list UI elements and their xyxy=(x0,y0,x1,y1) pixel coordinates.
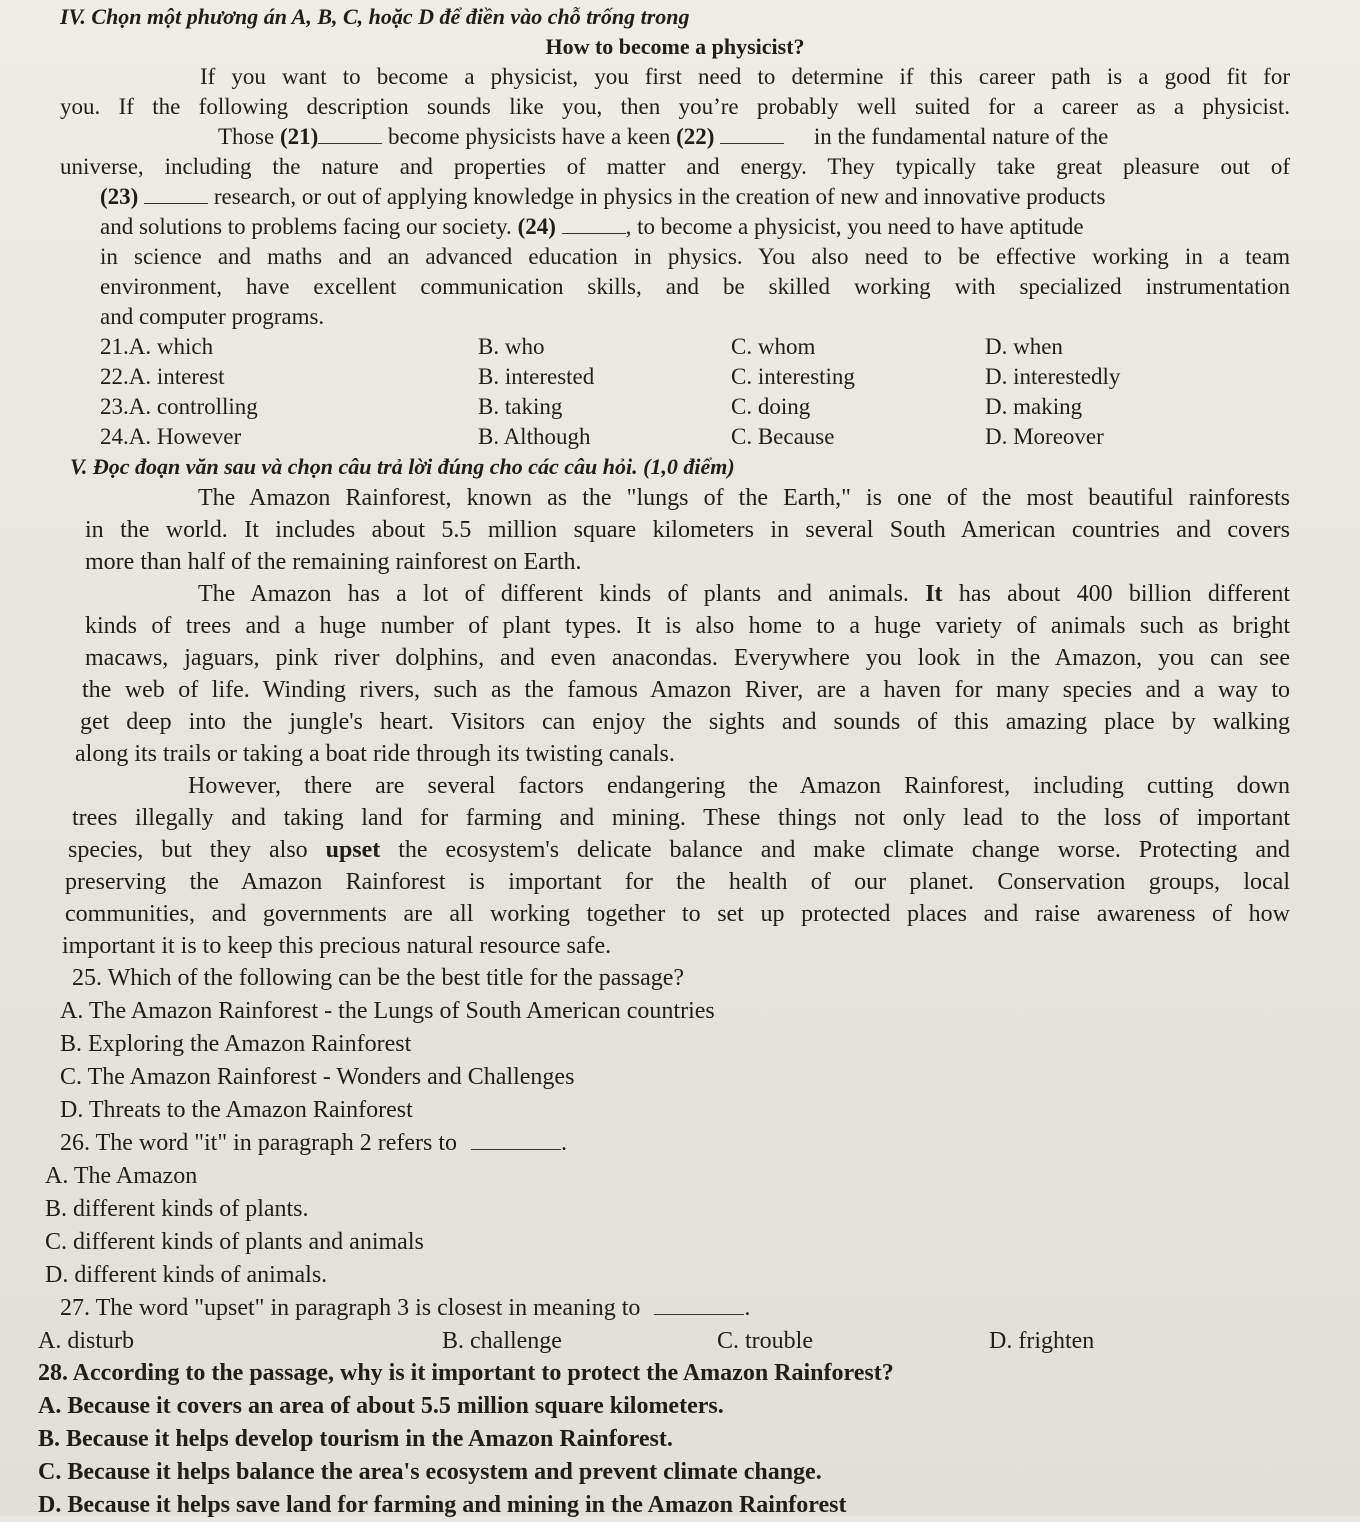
text: and solutions to problems facing our society. xyxy=(100,214,512,239)
text: The Amazon has a lot of different kinds of plants and animals. xyxy=(198,581,909,607)
option[interactable]: B. taking xyxy=(478,394,563,419)
question-25 xyxy=(60,962,1290,995)
reading-line: communities, and governments are all working together to set up protected places and raise awareness of how xyxy=(65,901,1290,927)
passage-line: you. If the following description sounds like you, then you’re probably well suited for a career as a physicist. xyxy=(60,94,1290,119)
passage-title: How to become a physicist? xyxy=(545,34,805,59)
question-28: 28. According to the passage, why is it important to protect the Amazon Rainforest? xyxy=(38,1360,894,1386)
answer-27d[interactable]: D. frighten xyxy=(989,1328,1095,1354)
reading-line: kinds of trees and a huge number of plant types. It is also home to a huge variety of animals such as bright xyxy=(85,613,1290,639)
option[interactable]: C. Because xyxy=(731,424,835,449)
option[interactable]: 23.A. controlling xyxy=(100,394,258,419)
text: Those xyxy=(218,124,275,149)
option[interactable]: 24.A. However xyxy=(100,424,242,449)
options-23 xyxy=(60,392,1290,422)
answer-25b[interactable]: B. Exploring the Amazon Rainforest xyxy=(60,1031,412,1057)
text: become physicists have a keen xyxy=(388,124,671,149)
question-27: 27. The word "upset" in paragraph 3 is closest in meaning to . xyxy=(60,1295,751,1321)
text: , to become a physicist, you need to have aptitude xyxy=(625,214,1084,239)
word-upset: upset xyxy=(325,837,381,863)
passage-line: universe, including the nature and properties of matter and energy. They typically take great pleasure out of xyxy=(60,154,1290,179)
answer-25a[interactable]: A. The Amazon Rainforest - the Lungs of South American countries xyxy=(60,998,715,1024)
reading-line: preserving the Amazon Rainforest is important for the health of our planet. Conservation groups, local xyxy=(65,869,1290,895)
option[interactable]: C. interesting xyxy=(731,364,855,389)
options-24 xyxy=(60,422,1290,452)
gap-number-23: (23) xyxy=(100,184,139,209)
question-text: 26. The word "it" in paragraph 2 refers to xyxy=(60,1130,458,1156)
option[interactable]: D. when xyxy=(985,334,1063,359)
question-text: 25. Which of the following can be the best title for the passage? xyxy=(72,965,685,991)
passage-line: If you want to become a physicist, you first need to determine if this career path is a good fit for xyxy=(200,64,1290,89)
text: species, but they also xyxy=(68,837,308,863)
option[interactable]: D. interestedly xyxy=(985,364,1121,389)
option[interactable]: C. whom xyxy=(731,334,816,359)
passage-line xyxy=(60,122,1290,152)
answer-27a[interactable]: A. disturb xyxy=(38,1328,134,1354)
text: in the fundamental nature of the xyxy=(813,124,1109,149)
section-5-instruction: V. Đọc đoạn văn sau và chọn câu trả lời đúng cho các câu hỏi. (1,0 điểm) xyxy=(70,454,735,479)
text: has about 400 billion different xyxy=(958,581,1291,607)
option[interactable]: 21.A. which xyxy=(100,334,214,359)
reading-line: the web of life. Winding rivers, such as the famous Amazon River, are a haven for many species and a way to xyxy=(82,677,1290,703)
answer-25c[interactable]: C. The Amazon Rainforest - Wonders and Challenges xyxy=(60,1064,575,1090)
answer-28c[interactable]: C. Because it helps balance the area's ecosystem and prevent climate change. xyxy=(38,1459,822,1485)
gap-21[interactable] xyxy=(318,125,382,144)
reading-line: more than half of the remaining rainforest on Earth. xyxy=(85,549,582,575)
reading-line: trees illegally and taking land for farming and mining. These things not only lead to the loss of important xyxy=(72,805,1290,831)
reading-line xyxy=(60,578,1290,610)
options-22 xyxy=(60,362,1290,392)
option[interactable]: B. Although xyxy=(478,424,591,449)
text: research, or out of applying knowledge in physics in the creation of new and innovative products xyxy=(213,184,1106,209)
answer-25d[interactable]: D. Threats to the Amazon Rainforest xyxy=(60,1097,413,1123)
gap-number-22: (22) xyxy=(676,124,715,149)
passage-line xyxy=(60,212,1290,242)
reading-line: However, there are several factors endangering the Amazon Rainforest, including cutting down xyxy=(188,773,1290,799)
section-4-instruction: IV. Chọn một phương án A, B, C, hoặc D để điền vào chỗ trống trong xyxy=(60,4,690,29)
answer-28d[interactable]: D. Because it helps save land for farming and mining in the Amazon Rainforest xyxy=(38,1492,847,1518)
reading-line: important it is to keep this precious natural resource safe. xyxy=(62,933,612,959)
passage-line: in science and maths and an advanced education in physics. You also need to be effective working in a team xyxy=(100,244,1290,269)
option[interactable]: D. Moreover xyxy=(985,424,1104,449)
gap-23[interactable] xyxy=(144,185,208,204)
gap-22[interactable] xyxy=(720,125,784,144)
option[interactable]: C. doing xyxy=(731,394,811,419)
answer-28a[interactable]: A. Because it covers an area of about 5.5 million square kilometers. xyxy=(38,1393,724,1419)
answer-26d[interactable]: D. different kinds of animals. xyxy=(45,1262,328,1288)
reading-line: get deep into the jungle's heart. Visitors can enjoy the sights and sounds of this amazing place by walking xyxy=(80,709,1290,735)
reading-line: along its trails or taking a boat ride through its twisting canals. xyxy=(75,741,675,767)
answer-blank[interactable] xyxy=(471,1131,561,1150)
question-text: 27. The word "upset" in paragraph 3 is closest in meaning to xyxy=(60,1295,641,1321)
reading-line: The Amazon Rainforest, known as the "lungs of the Earth," is one of the most beautiful rainforests xyxy=(198,485,1290,511)
option[interactable]: B. interested xyxy=(478,364,595,389)
option[interactable]: B. who xyxy=(478,334,545,359)
answers-27 xyxy=(38,1325,1290,1357)
gap-number-21: (21) xyxy=(279,124,319,149)
gap-24[interactable] xyxy=(562,215,626,234)
reading-line xyxy=(60,834,1290,866)
passage-line: environment, have excellent communication skills, and be skilled working with specialized instrumentation xyxy=(100,274,1290,299)
answer-26a[interactable]: A. The Amazon xyxy=(45,1163,198,1189)
question-26: 26. The word "it" in paragraph 2 refers to . xyxy=(60,1130,568,1156)
answer-28b[interactable]: B. Because it helps develop tourism in the Amazon Rainforest. xyxy=(38,1426,673,1452)
gap-number-24: (24) xyxy=(517,214,556,239)
referent-it: It xyxy=(925,581,943,607)
passage-line xyxy=(60,182,1290,212)
answer-blank[interactable] xyxy=(654,1296,744,1315)
reading-line: in the world. It includes about 5.5 million square kilometers in several South American countries and covers xyxy=(85,517,1290,543)
option[interactable]: D. making xyxy=(985,394,1083,419)
answer-27c[interactable]: C. trouble xyxy=(717,1328,813,1354)
text: the ecosystem's delicate balance and make climate change worse. Protecting and xyxy=(398,837,1291,863)
passage-line: and computer programs. xyxy=(100,304,325,329)
options-21 xyxy=(60,332,1290,362)
reading-line: macaws, jaguars, pink river dolphins, and even anacondas. Everywhere you look in the Amazon, you can see xyxy=(85,645,1290,671)
answer-27b[interactable]: B. challenge xyxy=(442,1328,562,1354)
answer-26b[interactable]: B. different kinds of plants. xyxy=(45,1196,309,1222)
option[interactable]: 22.A. interest xyxy=(100,364,225,389)
answer-26c[interactable]: C. different kinds of plants and animals xyxy=(45,1229,424,1255)
